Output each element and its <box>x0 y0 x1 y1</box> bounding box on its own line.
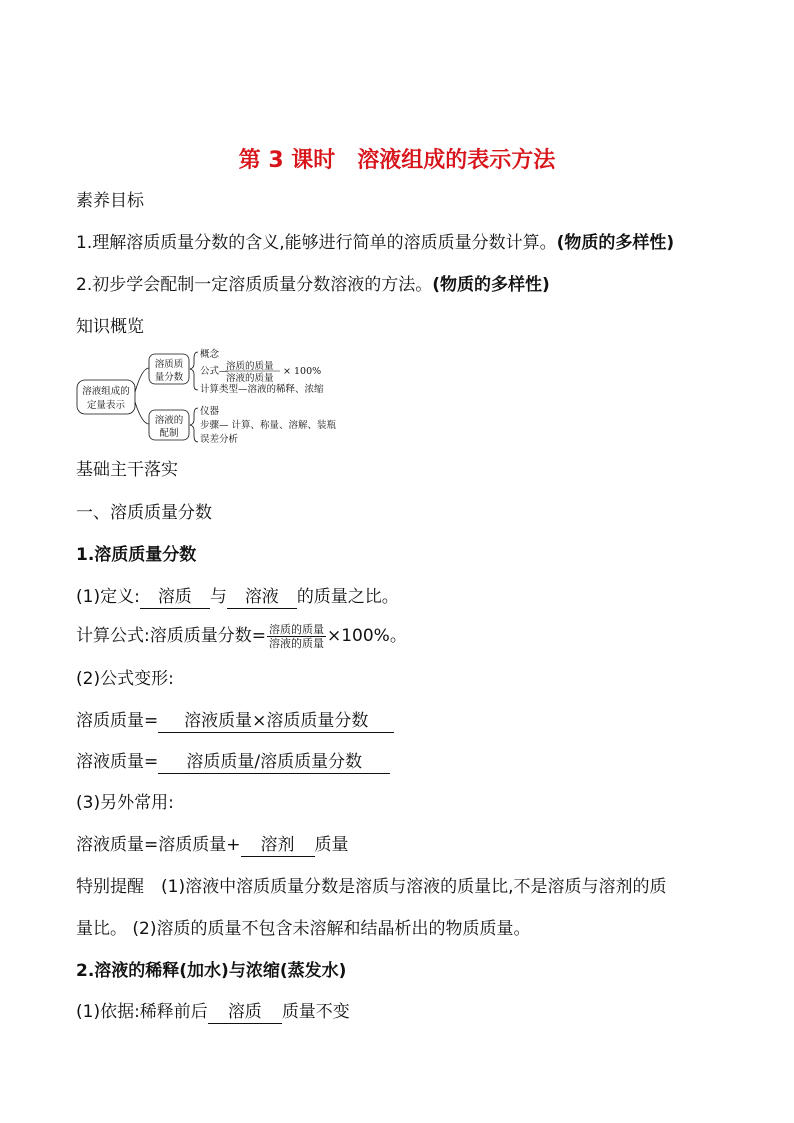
mindmap-b2-item1: 仪器 <box>200 406 220 417</box>
solution-mass-prefix: 溶液质量= <box>76 752 159 772</box>
subsection-2-heading: 2.溶液的稀释(加水)与浓缩(蒸发水) <box>76 961 347 981</box>
mindmap-root-line2: 定量表示 <box>86 400 126 411</box>
basis-blank: 溶质 <box>208 1001 282 1024</box>
variant-heading: (2)公式变形: <box>76 669 174 689</box>
basics-heading: 基础主干落实 <box>76 460 178 480</box>
other-formula-prefix: 溶液质量=溶质质量+ <box>76 835 241 855</box>
mindmap-branch-2-line2: 配制 <box>159 428 179 439</box>
other-formula-line <box>76 834 349 857</box>
definition-prefix: (1)定义: <box>76 587 140 607</box>
mindmap-brace-2 <box>190 408 198 442</box>
goal-2 <box>76 274 550 296</box>
page-title: 第 3 课时 溶液组成的表示方法 <box>238 148 556 173</box>
mindmap-b1-item3: 计算类型—溶液的稀释、浓缩 <box>200 384 324 395</box>
other-heading: (3)另外常用: <box>76 793 174 813</box>
formula-prefix: 计算公式:溶质质量分数= <box>76 626 266 646</box>
solute-mass-blank: 溶液质量×溶质质量分数 <box>158 710 394 733</box>
mindmap-b2-item2: 步骤— 计算、称量、溶解、装瓶 <box>200 420 337 431</box>
special-note-line-2: 量比。 (2)溶质的质量不包含未溶解和结晶析出的物质质量。 <box>76 919 531 939</box>
goals-heading: 素养目标 <box>76 191 144 211</box>
definition-blank-2: 溶液 <box>227 586 297 609</box>
formula-suffix: ×100%。 <box>326 626 407 646</box>
solute-mass-line <box>76 710 394 733</box>
other-formula-suffix: 质量 <box>314 835 349 855</box>
mindmap-connector-1 <box>135 368 149 392</box>
mindmap-b1-item2-suffix: × 100% <box>283 366 322 377</box>
definition-line <box>76 586 399 609</box>
mindmap-b1-item2-den: 溶液的质量 <box>226 373 274 384</box>
basis-line <box>76 1001 350 1024</box>
solution-mass-line <box>76 751 390 774</box>
formula-denominator: 溶液的质量 <box>268 636 324 650</box>
basis-suffix: 质量不变 <box>281 1002 350 1022</box>
formula-fraction <box>267 623 326 650</box>
solution-mass-blank: 溶质质量/溶质质量分数 <box>158 751 390 774</box>
definition-mid: 与 <box>209 587 227 607</box>
mindmap-branch-2-line1: 溶液的 <box>154 415 184 426</box>
mindmap-b1-item2-prefix: 公式— <box>200 366 229 377</box>
knowledge-mindmap <box>76 344 376 444</box>
solute-mass-prefix: 溶质质量= <box>76 711 159 731</box>
subsection-1-heading: 1.溶质质量分数 <box>76 545 197 565</box>
goal-1 <box>76 232 674 254</box>
definition-suffix: 的质量之比。 <box>296 587 399 607</box>
mindmap-b1-item1: 概念 <box>200 349 220 360</box>
mindmap-b1-item2-num: 溶质的质量 <box>226 361 274 372</box>
formula-line <box>76 621 407 651</box>
mindmap-root-line1: 溶液组成的 <box>82 386 130 397</box>
basis-prefix: (1)依据:稀释前后 <box>76 1002 208 1022</box>
part1-heading: 一、溶质质量分数 <box>76 503 212 523</box>
mindmap-b2-item3: 误差分析 <box>200 434 239 444</box>
goal-1-tag: (物质的多样性) <box>556 233 675 253</box>
formula-numerator: 溶质的质量 <box>268 622 324 636</box>
goal-1-text: 1.理解溶质质量分数的含义,能够进行简单的溶质质量分数计算。 <box>76 233 557 253</box>
mindmap-connector-2 <box>135 402 149 424</box>
mindmap-brace-1 <box>190 352 198 390</box>
special-note-line-1: 特别提醒 (1)溶液中溶质质量分数是溶质与溶液的质量比,不是溶质与溶剂的质 <box>76 877 667 897</box>
definition-blank-1: 溶质 <box>140 586 210 609</box>
mindmap-branch-1-line1: 溶质质 <box>154 359 184 370</box>
goal-2-tag: (物质的多样性) <box>432 275 550 295</box>
other-formula-blank: 溶剂 <box>241 834 315 857</box>
goal-2-text: 2.初步学会配制一定溶质质量分数溶液的方法。 <box>76 275 433 295</box>
overview-heading: 知识概览 <box>76 317 144 337</box>
mindmap-branch-1-line2: 量分数 <box>154 372 184 383</box>
